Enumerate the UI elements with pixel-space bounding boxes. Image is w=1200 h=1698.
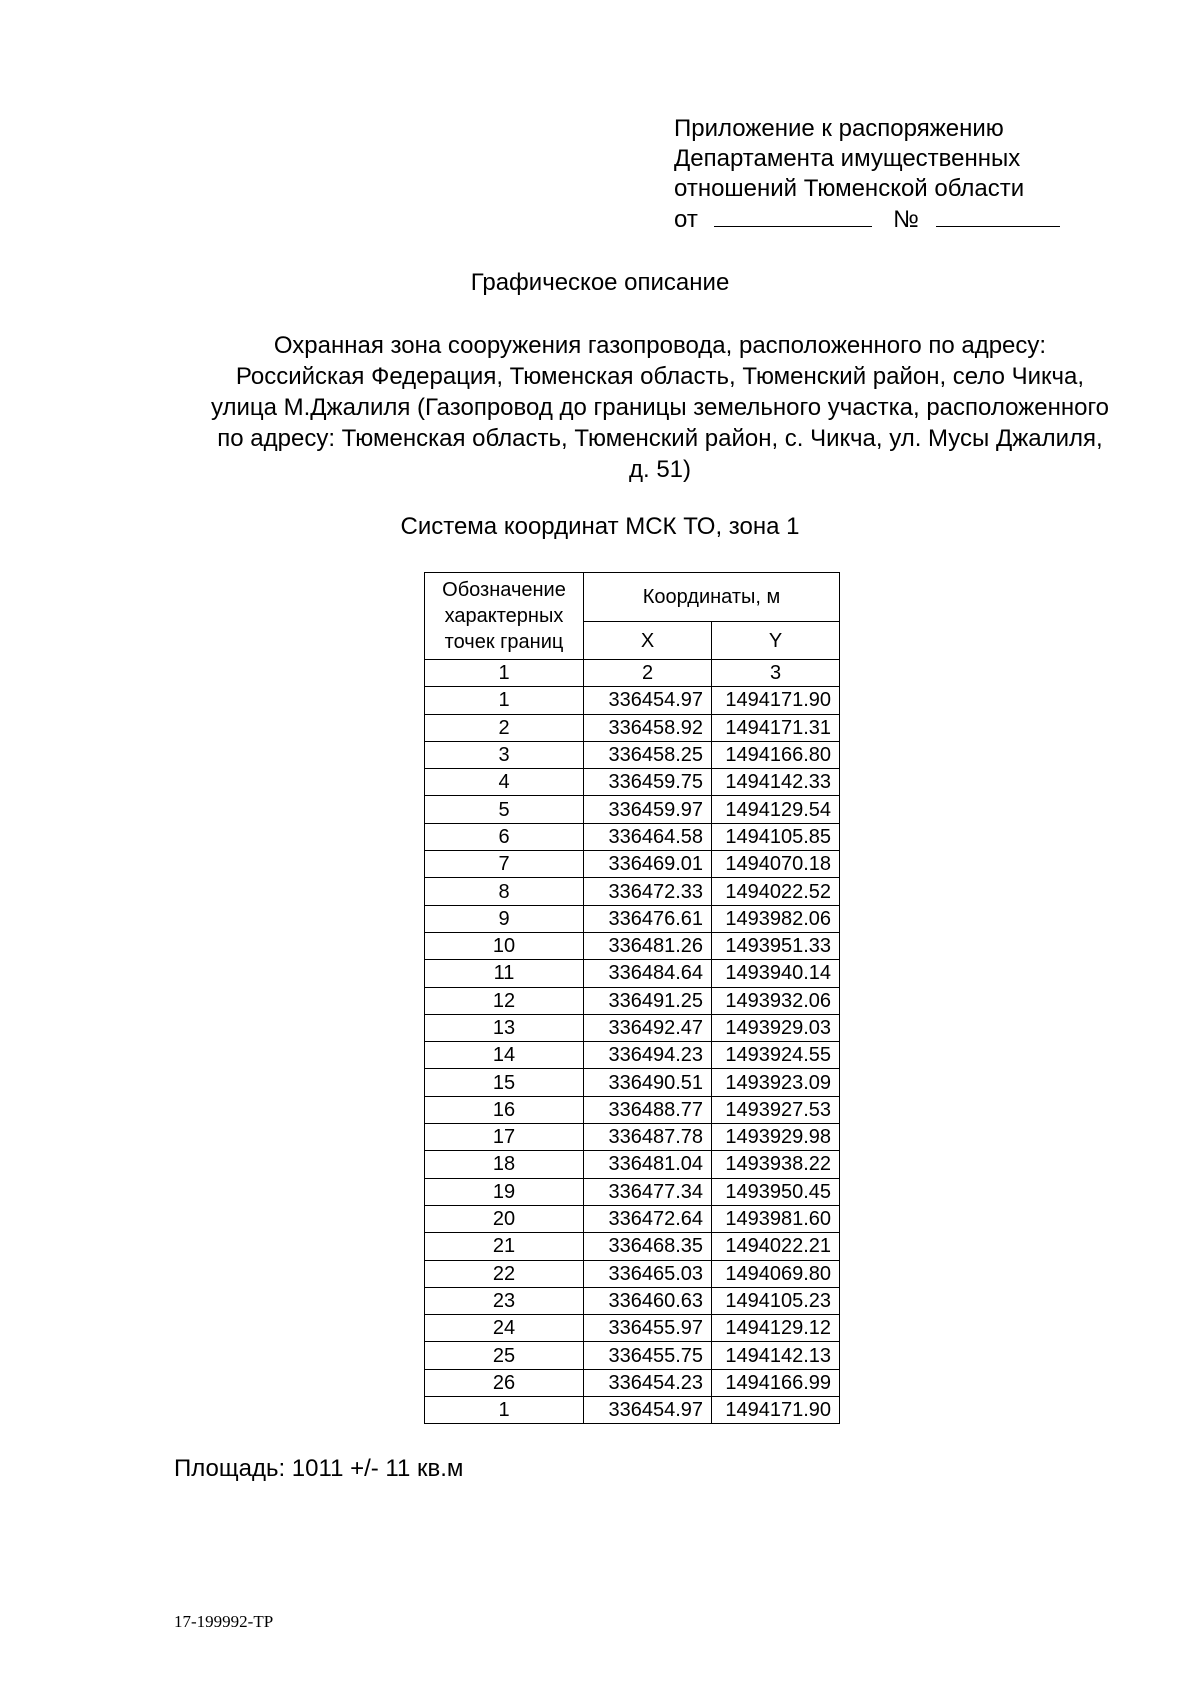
x-coordinate-cell: 336476.61 (584, 905, 712, 932)
y-coordinate-cell: 1493981.60 (712, 1205, 840, 1232)
point-number-cell: 18 (425, 1151, 584, 1178)
x-coordinate-cell: 336459.75 (584, 769, 712, 796)
x-coordinate-cell: 336490.51 (584, 1069, 712, 1096)
table-row (425, 1124, 840, 1151)
table-row (425, 1315, 840, 1342)
table-row (425, 905, 840, 932)
table-row (425, 1178, 840, 1205)
y-coordinate-cell: 1494142.13 (712, 1342, 840, 1369)
x-coordinate-cell: 336491.25 (584, 987, 712, 1014)
point-number-cell: 19 (425, 1178, 584, 1205)
coordinates-table (424, 572, 840, 1424)
table-row (425, 741, 840, 768)
date-blank-line (714, 204, 872, 227)
y-coordinate-cell: 1493924.55 (712, 1042, 840, 1069)
x-coordinate-cell: 336472.64 (584, 1205, 712, 1232)
y-coordinate-cell: 1493932.06 (712, 987, 840, 1014)
point-number-cell: 17 (425, 1124, 584, 1151)
x-coordinate-cell: 336488.77 (584, 1096, 712, 1123)
y-coordinate-cell: 1493951.33 (712, 932, 840, 959)
column-number-3: 3 (712, 660, 840, 687)
point-number-cell: 22 (425, 1260, 584, 1287)
x-coordinate-cell: 336455.75 (584, 1342, 712, 1369)
y-coordinate-cell: 1494166.99 (712, 1369, 840, 1396)
table-row (425, 1260, 840, 1287)
table-row (425, 1233, 840, 1260)
point-number-cell: 7 (425, 851, 584, 878)
table-row (425, 1151, 840, 1178)
x-coordinate-cell: 336481.26 (584, 932, 712, 959)
table-row (425, 851, 840, 878)
table-row (425, 1342, 840, 1369)
description-line-2: Российская Федерация, Тюменская область, Тюменский район, село Чикча, (235, 363, 1085, 390)
x-coordinate-cell: 336458.92 (584, 714, 712, 741)
x-coordinate-cell: 336481.04 (584, 1151, 712, 1178)
table-row (425, 1287, 840, 1314)
coordinate-system-label: Система координат МСК ТО, зона 1 (400, 513, 800, 540)
point-number-cell: 2 (425, 714, 584, 741)
description-block (160, 330, 1160, 485)
point-number-cell: 13 (425, 1014, 584, 1041)
y-coordinate-cell: 1494022.21 (712, 1233, 840, 1260)
x-coordinate-cell: 336454.97 (584, 1397, 712, 1424)
point-number-cell: 10 (425, 932, 584, 959)
table-row (425, 769, 840, 796)
point-number-cell: 20 (425, 1205, 584, 1232)
header-coords: Координаты, м (584, 573, 840, 622)
point-number-cell: 16 (425, 1096, 584, 1123)
description-line-1: Охранная зона сооружения газопровода, расположенного по адресу: (273, 332, 1047, 359)
appendix-line-3: отношений Тюменской области (674, 175, 1025, 202)
y-coordinate-cell: 1493929.03 (712, 1014, 840, 1041)
point-number-cell: 5 (425, 796, 584, 823)
y-coordinate-cell: 1493929.98 (712, 1124, 840, 1151)
number-blank-line (936, 204, 1060, 227)
description-line-4: по адресу: Тюменская область, Тюменский район, с. Чикча, ул. Мусы Джалиля, (217, 425, 1103, 452)
y-coordinate-cell: 1494129.12 (712, 1315, 840, 1342)
table-row (425, 823, 840, 850)
date-prefix: от (674, 206, 698, 233)
y-coordinate-cell: 1493950.45 (712, 1178, 840, 1205)
x-coordinate-cell: 336454.23 (584, 1369, 712, 1396)
document-code: 17-199992-ТР (174, 1612, 274, 1631)
point-number-cell: 12 (425, 987, 584, 1014)
y-coordinate-cell: 1494105.85 (712, 823, 840, 850)
point-number-cell: 8 (425, 878, 584, 905)
point-number-cell: 3 (425, 741, 584, 768)
table-row (425, 987, 840, 1014)
table-row (425, 878, 840, 905)
point-number-cell: 25 (425, 1342, 584, 1369)
y-coordinate-cell: 1493927.53 (712, 1096, 840, 1123)
appendix-block (674, 114, 1060, 235)
y-coordinate-cell: 1493923.09 (712, 1069, 840, 1096)
header-points: Обозначение характерных точек границ (425, 573, 584, 660)
x-coordinate-cell: 336460.63 (584, 1287, 712, 1314)
point-number-cell: 6 (425, 823, 584, 850)
table-row (425, 1042, 840, 1069)
description-line-3: улица М.Джалиля (Газопровод до границы земельного участка, расположенного (210, 394, 1110, 421)
point-number-cell: 1 (425, 1397, 584, 1424)
appendix-line-1: Приложение к распоряжению (674, 115, 1004, 142)
y-coordinate-cell: 1494171.90 (712, 687, 840, 714)
table-row (425, 960, 840, 987)
table-row (425, 932, 840, 959)
table-row (425, 687, 840, 714)
x-coordinate-cell: 336459.97 (584, 796, 712, 823)
point-number-cell: 11 (425, 960, 584, 987)
point-number-cell: 9 (425, 905, 584, 932)
point-number-cell: 14 (425, 1042, 584, 1069)
y-coordinate-cell: 1494105.23 (712, 1287, 840, 1314)
x-coordinate-cell: 336464.58 (584, 823, 712, 850)
table-body (425, 687, 840, 1424)
x-coordinate-cell: 336492.47 (584, 1014, 712, 1041)
column-number-1: 1 (425, 660, 584, 687)
table-row (425, 796, 840, 823)
x-coordinate-cell: 336454.97 (584, 687, 712, 714)
table-row (425, 1397, 840, 1424)
point-number-cell: 23 (425, 1287, 584, 1314)
table-row (425, 1014, 840, 1041)
point-number-cell: 4 (425, 769, 584, 796)
table-row (425, 714, 840, 741)
y-coordinate-cell: 1494129.54 (712, 796, 840, 823)
x-coordinate-cell: 336465.03 (584, 1260, 712, 1287)
y-coordinate-cell: 1494142.33 (712, 769, 840, 796)
x-coordinate-cell: 336484.64 (584, 960, 712, 987)
y-coordinate-cell: 1494022.52 (712, 878, 840, 905)
x-coordinate-cell: 336477.34 (584, 1178, 712, 1205)
x-coordinate-cell: 336455.97 (584, 1315, 712, 1342)
y-coordinate-cell: 1494070.18 (712, 851, 840, 878)
y-coordinate-cell: 1494166.80 (712, 741, 840, 768)
table-row (425, 1069, 840, 1096)
appendix-date-line (674, 204, 1060, 235)
point-number-cell: 1 (425, 687, 584, 714)
table-row (425, 1096, 840, 1123)
y-coordinate-cell: 1493938.22 (712, 1151, 840, 1178)
appendix-line-2: Департамента имущественных (674, 145, 1021, 172)
header-x: X (584, 622, 712, 660)
description-line-5: д. 51) (628, 456, 692, 483)
point-number-cell: 24 (425, 1315, 584, 1342)
header-y: Y (712, 622, 840, 660)
y-coordinate-cell: 1493982.06 (712, 905, 840, 932)
x-coordinate-cell: 336468.35 (584, 1233, 712, 1260)
x-coordinate-cell: 336469.01 (584, 851, 712, 878)
number-sign: № (893, 206, 919, 233)
x-coordinate-cell: 336458.25 (584, 741, 712, 768)
point-number-cell: 26 (425, 1369, 584, 1396)
y-coordinate-cell: 1494171.90 (712, 1397, 840, 1424)
page-title: Графическое описание (470, 269, 730, 296)
x-coordinate-cell: 336494.23 (584, 1042, 712, 1069)
table-row (425, 1369, 840, 1396)
table-row (425, 1205, 840, 1232)
x-coordinate-cell: 336472.33 (584, 878, 712, 905)
y-coordinate-cell: 1494171.31 (712, 714, 840, 741)
x-coordinate-cell: 336487.78 (584, 1124, 712, 1151)
column-number-2: 2 (584, 660, 712, 687)
y-coordinate-cell: 1494069.80 (712, 1260, 840, 1287)
point-number-cell: 15 (425, 1069, 584, 1096)
area-label: Площадь: 1011 +/- 11 кв.м (174, 1455, 464, 1482)
y-coordinate-cell: 1493940.14 (712, 960, 840, 987)
point-number-cell: 21 (425, 1233, 584, 1260)
